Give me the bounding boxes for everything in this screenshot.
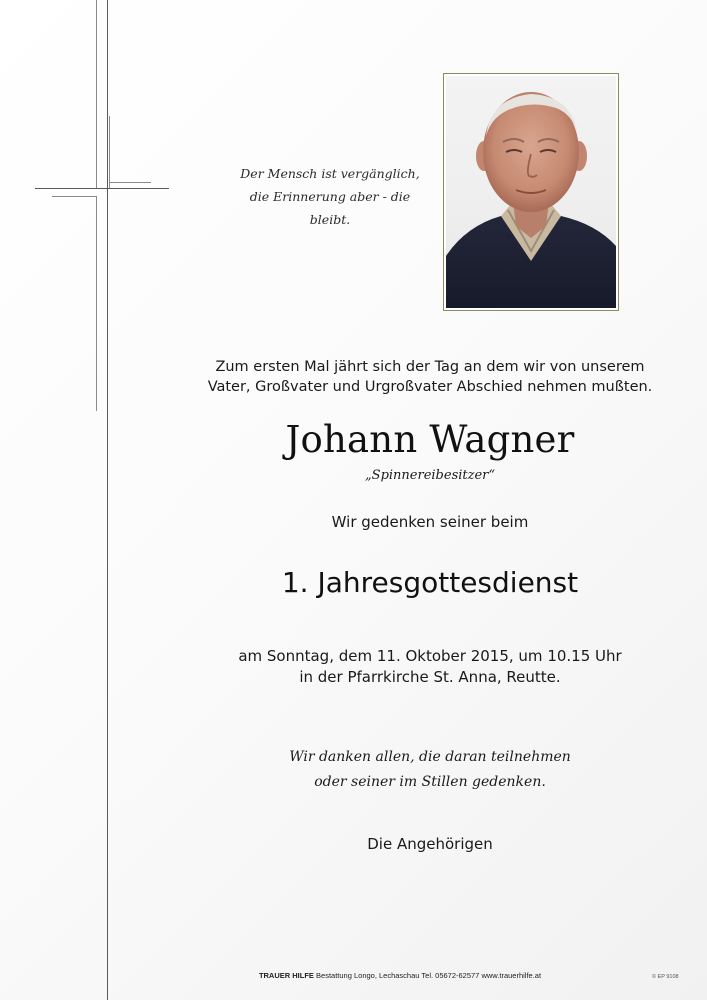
document-code: © EP 9108 [652, 974, 679, 980]
quote-line-1: Der Mensch ist vergänglich, [240, 166, 420, 181]
memorial-quote [230, 162, 430, 231]
cross-vertical-main [107, 0, 108, 1000]
quote-line-2: die Erinnerung aber - die bleibt. [249, 189, 411, 227]
footer [200, 971, 600, 980]
deceased-name: Johann Wagner [285, 418, 575, 461]
footer-brand: TRAUER HILFE [258, 971, 314, 980]
event-title: 1. Jahresgottesdienst [281, 566, 579, 599]
thanks-line-2: oder seiner im Stillen gedenken. [314, 774, 546, 790]
intro-text [160, 357, 700, 397]
cross-vertical-outline-lower [96, 196, 97, 411]
cross-vertical-upper-right [109, 116, 110, 188]
thanks-text [160, 745, 700, 795]
cross-vertical-outline [96, 0, 97, 188]
event-location: in der Pfarrkirche St. Anna, Reutte. [299, 668, 561, 686]
signature: Die Angehörigen [367, 835, 493, 853]
cross-horizontal-main [35, 188, 169, 189]
deceased-nickname: „Spinnereibesitzer“ [364, 468, 496, 483]
portrait-illustration [446, 76, 616, 308]
event-details [160, 646, 700, 688]
portrait-frame [443, 73, 619, 311]
intro-line-2: Vater, Großvater und Urgroßvater Abschied nehmen mußten. [207, 379, 653, 395]
portrait-photo [446, 76, 616, 308]
intro-line-1: Zum ersten Mal jährt sich der Tag an dem wir von unserem [215, 359, 645, 375]
thanks-line-1: Wir danken allen, die daran teilnehmen [289, 749, 571, 765]
event-date-time: am Sonntag, dem 11. Oktober 2015, um 10.15 Uhr [238, 647, 622, 665]
footer-text: Bestattung Longo, Lechaschau Tel. 05672-62577 www.trauerhilfe.at [316, 971, 542, 980]
cross-horizontal-right-upper [109, 182, 151, 183]
memorial-lead: Wir gedenken seiner beim [331, 513, 529, 531]
cross-horizontal-left-lower [52, 196, 96, 197]
